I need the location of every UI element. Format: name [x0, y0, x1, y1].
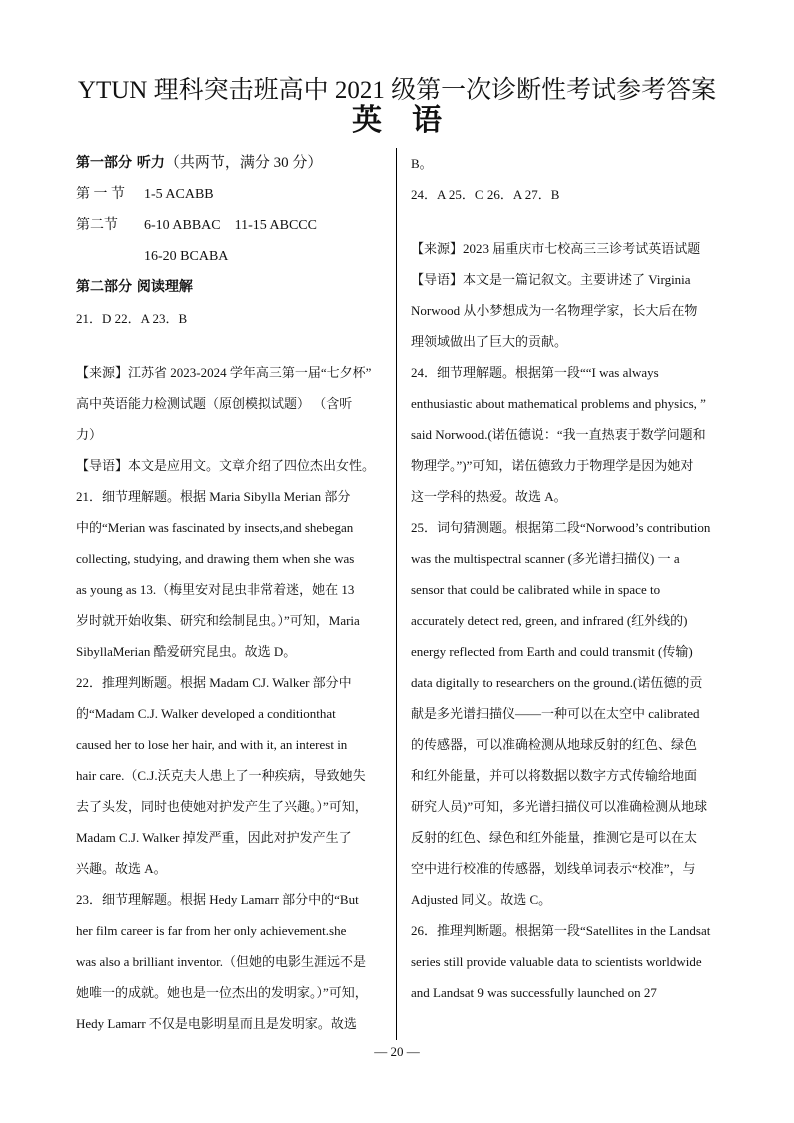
subject-heading: 英语 [352, 104, 472, 137]
text-line: 【导语】本文是应用文。文章介绍了四位杰出女性。 [76, 458, 376, 473]
text-line: 兴趣。故选 A。 [76, 861, 167, 876]
text-line: 25．词句猜测题。根据第二段“Norwood’s contribution [411, 520, 711, 535]
text-line: 24．细节理解题。根据第一段““I was always [411, 365, 659, 380]
text-line: caused her to lose her hair, and with it, an interest in [76, 737, 348, 752]
text-line: Madam C.J. Walker 掉发严重，因此对护发产生了 [76, 830, 352, 845]
left-column [76, 148, 382, 1039]
part1-note: （共两节，满分 30 分） [164, 155, 323, 171]
text-line: 高中英语能力检测试题（原创模拟试题） （含听 [76, 396, 353, 411]
page-number: — 20 — [374, 1044, 420, 1059]
text-line: 26．推理判断题。根据第一段“Satellites in the Landsat [411, 923, 711, 938]
text-line: 的传感器，可以准确检测从地球反射的红色、绿色 [411, 737, 698, 752]
text-line: data digitally to researchers on the ground.(诺伍德的贡 [411, 675, 703, 690]
text-line: 反射的红色、绿色和红外能量，推测它是可以在太 [411, 830, 698, 845]
section1-values: 1-5 ACABB [144, 187, 214, 202]
text-line: 23．细节理解题。根据 Hedy Lamarr 部分中的“But [76, 892, 359, 907]
continued-answer: B。 [411, 156, 433, 171]
text-line: 这一学科的热爱。故选 A。 [411, 489, 567, 504]
text-line: sensor that could be calibrated while in space to [411, 582, 661, 597]
text-line: 21．细节理解题。根据 Maria Sibylla Merian 部分 [76, 489, 351, 504]
section2-label: 第二节 [76, 218, 118, 233]
section2-values-c: 16-20 BCABA [144, 249, 229, 264]
text-line: 和红外能量，并可以将数据以数字方式传输给地面 [411, 768, 698, 783]
text-line: 的“Madam C.J. Walker developed a conditionthat [76, 706, 336, 721]
text-line: 中的“Merian was fascinated by insects,and shebegan [76, 520, 354, 535]
text-line: was also a brilliant inventor.（但她的电影生涯远不是 [76, 954, 366, 969]
part1-title: 第一部分 听力 [76, 155, 165, 171]
part1-heading [76, 148, 382, 179]
answers-24-27: 24．A 25．C 26．A 27．B [411, 187, 560, 202]
text-line: 去了头发，同时也使她对护发产生了兴趣。）”可知， [76, 799, 368, 814]
section1-answers [76, 179, 382, 210]
answers-21-23: 21．D 22．A 23．B [76, 311, 188, 326]
text-line: 献是多光谱扫描仪——一种可以在太空中 calibrated [411, 706, 700, 721]
text-line: series still provide valuable data to scientists worldwide [411, 954, 702, 969]
text-line: accurately detect red, green, and infrared (红外线的) [411, 613, 688, 628]
section2-values-a: 6-10 ABBAC [144, 218, 221, 233]
text-line: hair care.（C.J.沃克夫人患上了一种疾病，导致她失 [76, 768, 366, 783]
text-line: 力） [76, 427, 103, 442]
text-line: Norwood 从小梦想成为一名物理学家，长大后在物 [411, 303, 698, 318]
text-line: 研究人员)”可知，多光谱扫描仪可以准确检测从地球 [411, 799, 708, 814]
text-line: 22．推理判断题。根据 Madam CJ. Walker 部分中 [76, 675, 352, 690]
text-line: 【导语】本文是一篇记叙文。主要讲述了 Virginia [411, 272, 691, 287]
text-line: her film career is far from her only achievement.she [76, 923, 347, 938]
text-line: Adjusted 同义。故选 C。 [411, 892, 552, 907]
section2-answers [76, 210, 382, 241]
part2-title: 第二部分 阅读理解 [76, 279, 193, 295]
text-line: enthusiastic about mathematical problems and physics, ” [411, 396, 706, 411]
text-line: Hedy Lamarr 不仅是电影明星而且是发明家。故选 [76, 1016, 357, 1031]
text-line: and Landsat 9 was successfully launched on 27 [411, 985, 657, 1000]
section1-label: 第 一 节 [76, 187, 125, 202]
text-line: SibyllaMerian 酷爱研究昆虫。故选 D。 [76, 644, 297, 659]
document-title: YTUN 理科突击班高中 2021 级第一次诊断性考试参考答案 [77, 77, 717, 104]
spacer [411, 210, 729, 233]
text-line: 岁时就开始收集、研究和绘制昆虫。）”可知，Maria [76, 613, 360, 628]
section2-values-b: 11-15 ABCCC [234, 218, 317, 233]
part2-heading [76, 272, 382, 303]
text-line: said Norwood.(诺伍德说：“我一直热衷于数学问题和 [411, 427, 706, 442]
text-line: was the multispectral scanner (多光谱扫描仪) 一 a [411, 551, 680, 566]
text-line: 【来源】2023 届重庆市七校高三三诊考试英语试题 [411, 241, 701, 256]
text-line: collecting, studying, and drawing them when she was [76, 551, 355, 566]
text-line: energy reflected from Earth and could transmit (传输) [411, 644, 693, 659]
text-line: 理领域做出了巨大的贡献。 [411, 334, 568, 349]
column-divider [396, 148, 397, 1040]
spacer [76, 334, 382, 357]
text-line: as young as 13.（梅里安对昆虫非常着迷，她在 13 [76, 582, 355, 597]
right-column [411, 148, 729, 1008]
text-line: 物理学。”)”可知，诺伍德致力于物理学是因为她对 [411, 458, 694, 473]
text-line: 空中进行校准的传感器，划线单词表示“校准”，与 [411, 861, 696, 876]
text-line: 她唯一的成就。她也是一位杰出的发明家。）”可知， [76, 985, 368, 1000]
text-line: 【来源】江苏省 2023-2024 学年高三第一届“七夕杯” [76, 365, 372, 380]
